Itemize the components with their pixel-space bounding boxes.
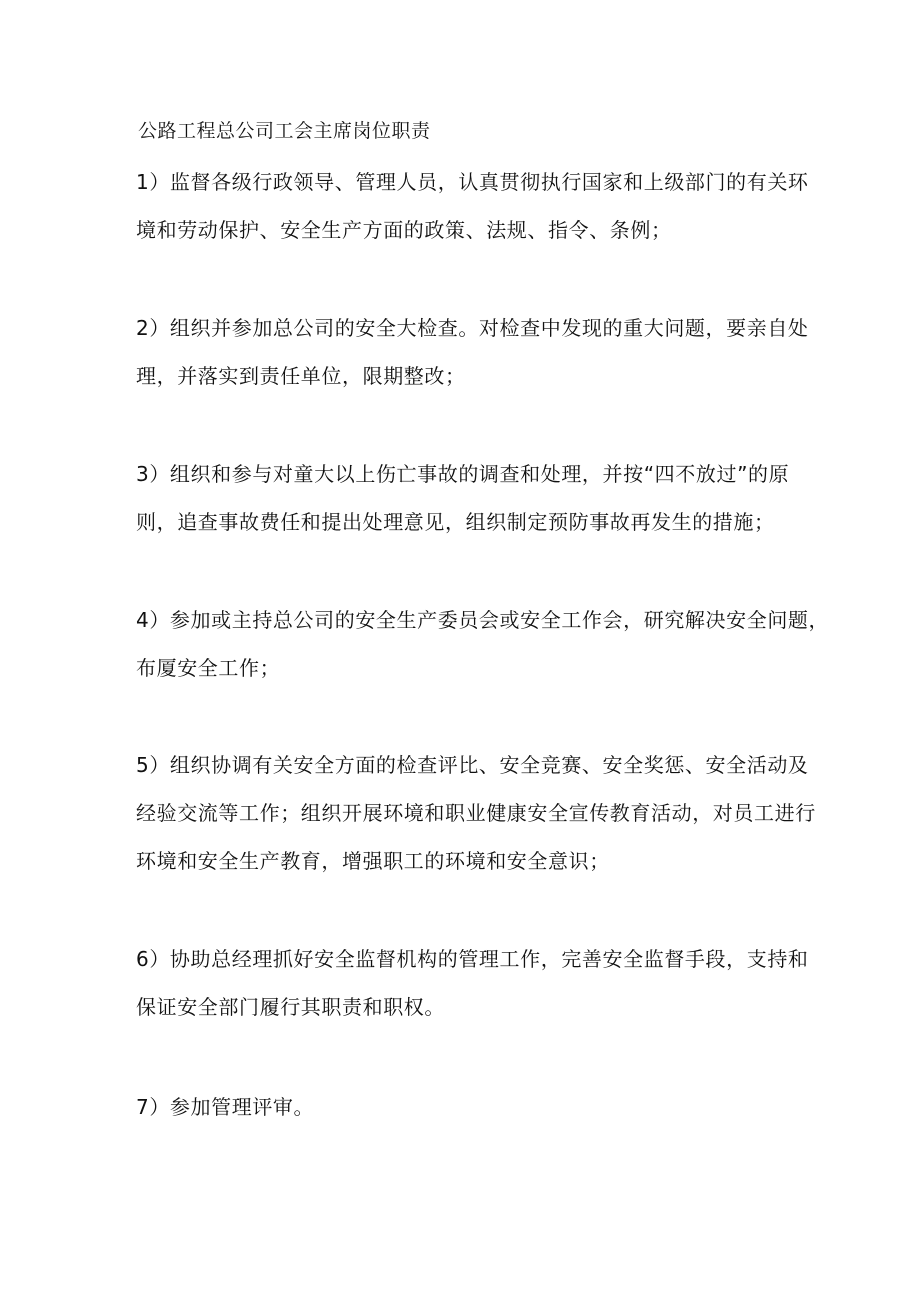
duty-item-6-line-2: 保证安全部门履行其职责和职权。 [136,995,445,1019]
duty-item-7-line-1: 7）参加管理评审。 [136,1095,315,1119]
duty-item-5 [136,741,816,885]
document-title: 公路工程总公司工会主席岗位职责 [138,120,431,142]
duty-item-3-line-1: 3）组织和参与对童大以上伤亡事故的调查和处理，并按“四不放过”的原 [136,462,790,486]
duty-item-5-line-1: 5）组织协调有关安全方面的检查评比、安全竞赛、安全奖惩、安全活动及 [136,753,809,777]
duty-item-2 [136,304,809,400]
duty-item-7 [136,1083,806,1131]
duty-item-5-line-2: 经验交流等工作；组织开展环境和职业健康安全宣传教育活动，对员工进行 [136,801,816,825]
duty-item-6-line-1: 6）协助总经理抓好安全监督机构的管理工作，完善安全监督手段，支持和 [136,947,809,971]
duty-item-3-line-2: 则，追查事故费任和提出处理意见，组织制定预防事故再发生的措施； [136,510,775,534]
duty-item-4-line-1: 4）参加或主持总公司的安全生产委员会或安全工作会，研究解决安全问题， [136,608,830,632]
duty-item-4 [136,596,830,692]
duty-item-1-line-1: 1）监督各级行政领导、管理人员，认真贯彻执行国家和上级部门的有关环 [136,170,809,194]
duty-item-2-line-2: 理，并落实到责任单位，限期整改； [136,364,466,388]
duty-item-4-line-2: 布厦安全工作； [136,656,281,680]
duty-item-5-line-3: 环境和安全生产教育，增强职工的环境和安全意识； [136,849,610,873]
duty-item-1-line-2: 境和劳动保护、安全生产方面的政策、法规、指令、条例； [136,218,672,242]
duty-item-3 [136,450,806,546]
duty-item-1 [136,158,809,254]
duty-item-6 [136,935,809,1031]
duty-item-2-line-1: 2）组织并参加总公司的安全大检查。对检查中发现的重大问题，要亲自处 [136,316,809,340]
